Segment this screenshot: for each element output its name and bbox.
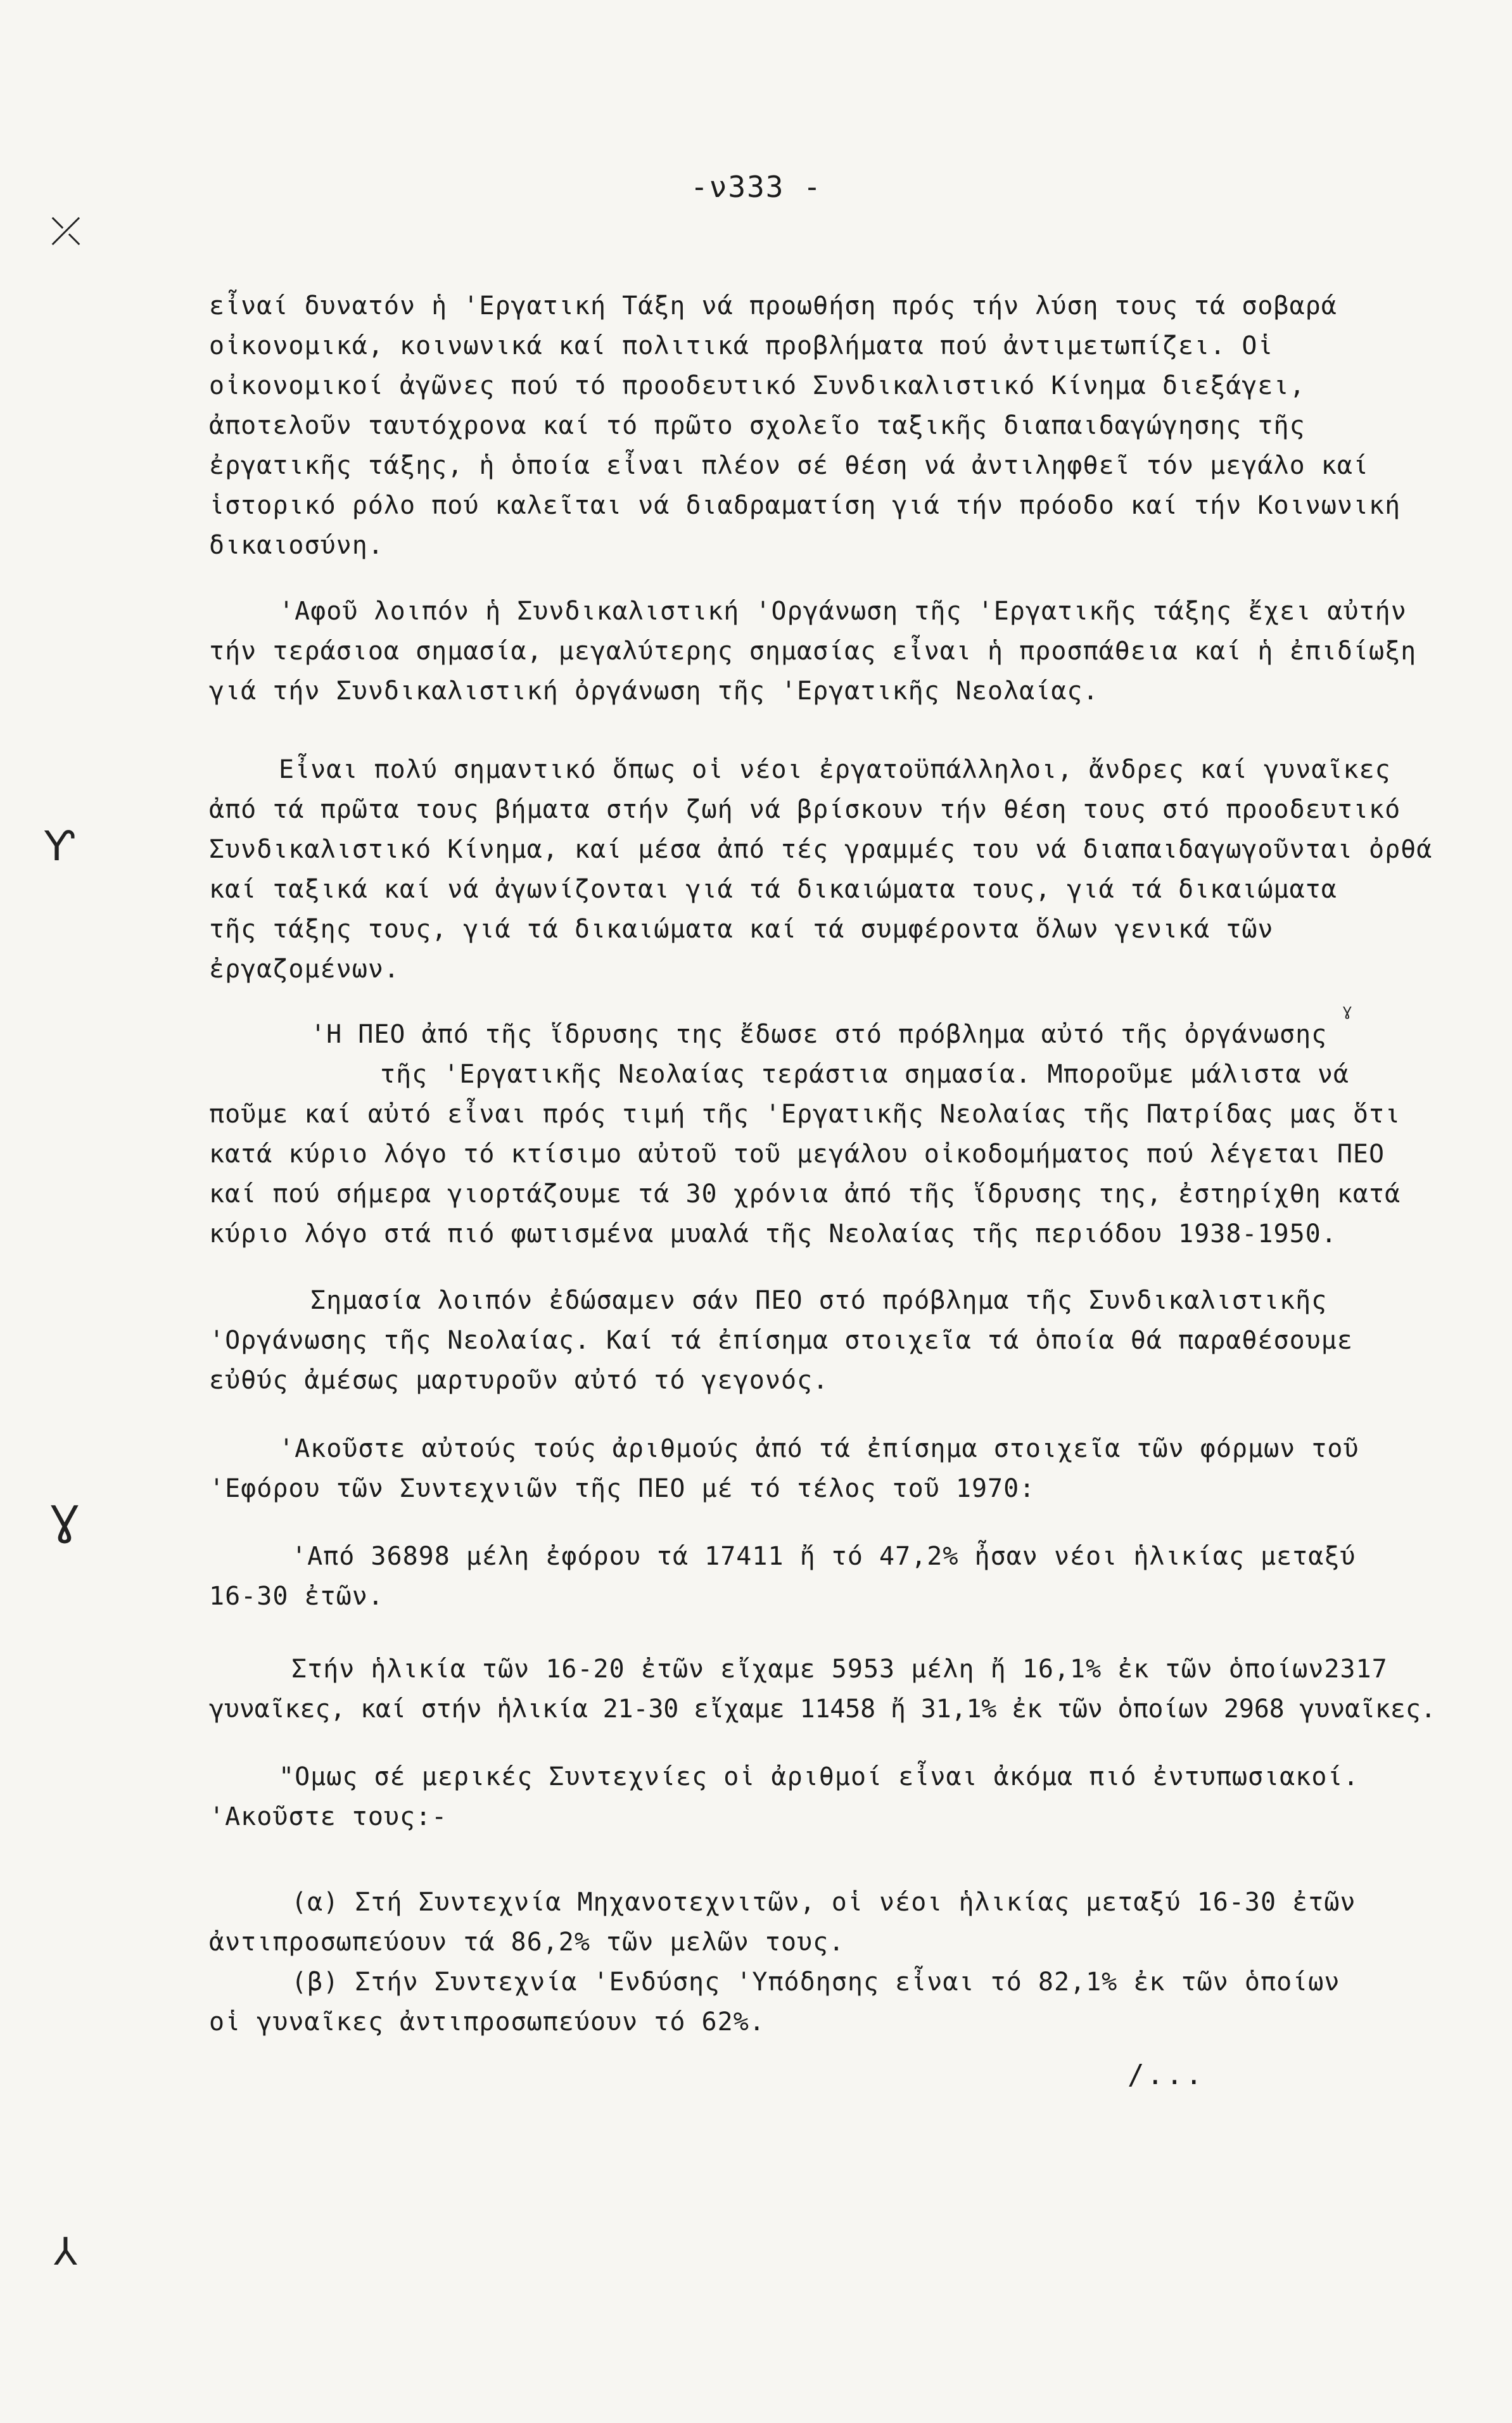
text-line: καί ταξικά καί νά ἀγωνίζονται γιά τά δικαιώματα τους, γιά τά δικαιώματα bbox=[209, 875, 1337, 904]
text-line: ἀπό τά πρῶτα τους βήματα στήν ζωή νά βρίσκουν τήν θέση τους στό προοδευτικό bbox=[209, 795, 1401, 824]
text-line: 'Η ΠΕΟ ἀπό τῆς ἵδρυσης της ἔδωσε στό πρόβλημα αὐτό τῆς ὀργάνωσης bbox=[310, 1020, 1328, 1049]
margin-mark-1: ⤫ bbox=[51, 209, 81, 253]
text-line: ἀντιπροσωπεύουν τά 86,2% τῶν μελῶν τους. bbox=[209, 1928, 845, 1957]
text-line: γυναῖκες, καί στήν ἡλικία 21-30 εἴχαμε 11458 ἤ 31,1% ἐκ τῶν ὁποίων 2968 γυναῖκες. bbox=[209, 1695, 1436, 1724]
page-number: -ν333 - bbox=[690, 170, 822, 204]
margin-mark-3: Ɣ bbox=[51, 1498, 79, 1545]
text-line: "Ομως σέ μερικές Συντεχνίες οἱ ἀριθμοί εἶναι ἀκόμα πιό ἐντυπωσιακοί. bbox=[279, 1762, 1359, 1791]
continuation-mark: /... bbox=[1128, 2059, 1205, 2091]
text-line: Εἶναι πολύ σημαντικό ὅπως οἱ νέοι ἐργατοϋπάλληλοι, ἄνδρες καί γυναῖκες bbox=[279, 755, 1391, 784]
text-line: 'Από 36898 μέλη ἐφόρου τά 17411 ἤ τό 47,2% ἦσαν νέοι ἡλικίας μεταξύ bbox=[291, 1542, 1356, 1571]
text-line: τήν τεράσιοα σημασία, μεγαλύτερης σημασίας εἶναι ἡ προσπάθεια καί ἡ ἐπιδίωξη bbox=[209, 637, 1417, 666]
text-line: οἱ γυναῖκες ἀντιπροσωπεύουν τό 62%. bbox=[209, 2007, 765, 2037]
text-line: ἐργατικῆς τάξης, ἡ ὁποία εἶναι πλέον σέ θέση νά ἀντιληφθεῖ τόν μεγάλο καί bbox=[209, 451, 1369, 480]
text-line: 'Αφοῦ λοιπόν ἡ Συνδικαλιστική 'Οργάνωση τῆς 'Εργατικῆς τάξης ἔχει αὐτήν bbox=[279, 597, 1407, 626]
text-line: καί πού σήμερα γιορτάζουμε τά 30 χρόνια ἀπό τῆς ἵδρυσης της, ἐστηρίχθη κατά bbox=[209, 1180, 1401, 1209]
text-line: (β) Στήν Συντεχνία 'Ενδύσης 'Υπόδησης εἶναι τό 82,1% ἐκ τῶν ὁποίων bbox=[291, 1968, 1340, 1997]
text-line: 16-30 ἐτῶν. bbox=[209, 1582, 384, 1611]
text-line: 'Ακοῦστε τους:- bbox=[209, 1802, 448, 1831]
text-line: (α) Στή Συντεχνία Μηχανοτεχνιτῶν, οἱ νέοι ἡλικίας μεταξύ 16-30 ἐτῶν bbox=[291, 1888, 1356, 1917]
text-line: εὐθύς ἀμέσως μαρτυροῦν αὐτό τό γεγονός. bbox=[209, 1366, 829, 1395]
text-line: εἶναί δυνατόν ἡ 'Εργατική Τάξη νά προωθήση πρός τήν λύση τους τά σοβαρά bbox=[209, 291, 1337, 321]
text-line: τῆς τάξης τους, γιά τά δικαιώματα καί τά συμφέροντα ὅλων γενικά τῶν bbox=[209, 915, 1274, 944]
text-line: οἰκονομικοί ἀγῶνες πού τό προοδευτικό Συνδικαλιστικό Κίνημα διεξάγει, bbox=[209, 371, 1306, 400]
text-line: ποῦμε καί αὐτό εἶναι πρός τιμή τῆς 'Εργατικῆς Νεολαίας τῆς Πατρίδας μας ὅτι bbox=[209, 1100, 1401, 1129]
text-line: 'Ακοῦστε αὐτούς τούς ἀριθμούς ἀπό τά ἐπίσημα στοιχεῖα τῶν φόρμων τοῦ bbox=[279, 1434, 1359, 1463]
text-line: οἰκονομικά, κοινωνικά καί πολιτικά προβλήματα πού ἀντιμετωπίζει. Οἱ bbox=[209, 331, 1274, 360]
margin-mark-5: Ɣ bbox=[1343, 1004, 1352, 1019]
text-line: τῆς 'Εργατικῆς Νεολαίας τεράστια σημασία. Μποροῦμε μάλιστα νά bbox=[380, 1060, 1350, 1089]
text-line: Στήν ἡλικία τῶν 16-20 ἐτῶν εἴχαμε 5953 μέλη ἤ 16,1% ἐκ τῶν ὁποίων2317 bbox=[291, 1655, 1388, 1684]
margin-mark-2: Ƴ bbox=[44, 824, 75, 870]
text-line: γιά τήν Συνδικαλιστική ὀργάνωση τῆς 'Εργατικῆς Νεολαίας. bbox=[209, 677, 1099, 706]
text-line: ἀποτελοῦν ταυτόχρονα καί τό πρῶτο σχολεῖο ταξικῆς διαπαιδαγώγησης τῆς bbox=[209, 411, 1306, 440]
text-line: ἐργαζομένων. bbox=[209, 955, 400, 984]
margin-mark-4: ⅄ bbox=[54, 2230, 77, 2274]
text-line: Συνδικαλιστικό Κίνημα, καί μέσα ἀπό τές γραμμές του νά διαπαιδαγωγοῦνται ὀρθά bbox=[209, 835, 1433, 864]
text-line: κύριο λόγο στά πιό φωτισμένα μυαλά τῆς Νεολαίας τῆς περιόδου 1938-1950. bbox=[209, 1219, 1337, 1249]
text-line: κατά κύριο λόγο τό κτίσιμο αὐτοῦ τοῦ μεγάλου οἰκοδομήματος πού λέγεται ΠΕΟ bbox=[209, 1140, 1385, 1169]
text-line: 'Εφόρου τῶν Συντεχνιῶν τῆς ΠΕΟ μέ τό τέλος τοῦ 1970: bbox=[209, 1474, 1036, 1503]
text-line: δικαιοσύνη. bbox=[209, 531, 384, 560]
text-line: Σημασία λοιπόν ἐδώσαμεν σάν ΠΕΟ στό πρόβλημα τῆς Συνδικαλιστικῆς bbox=[310, 1286, 1328, 1315]
text-line: ἱστορικό ρόλο πού καλεῖται νά διαδραματίση γιά τήν πρόοδο καί τήν Κοινωνική bbox=[209, 491, 1401, 520]
text-line: 'Οργάνωσης τῆς Νεολαίας. Καί τά ἐπίσημα στοιχεῖα τά ὁποία θά παραθέσουμε bbox=[209, 1326, 1353, 1355]
